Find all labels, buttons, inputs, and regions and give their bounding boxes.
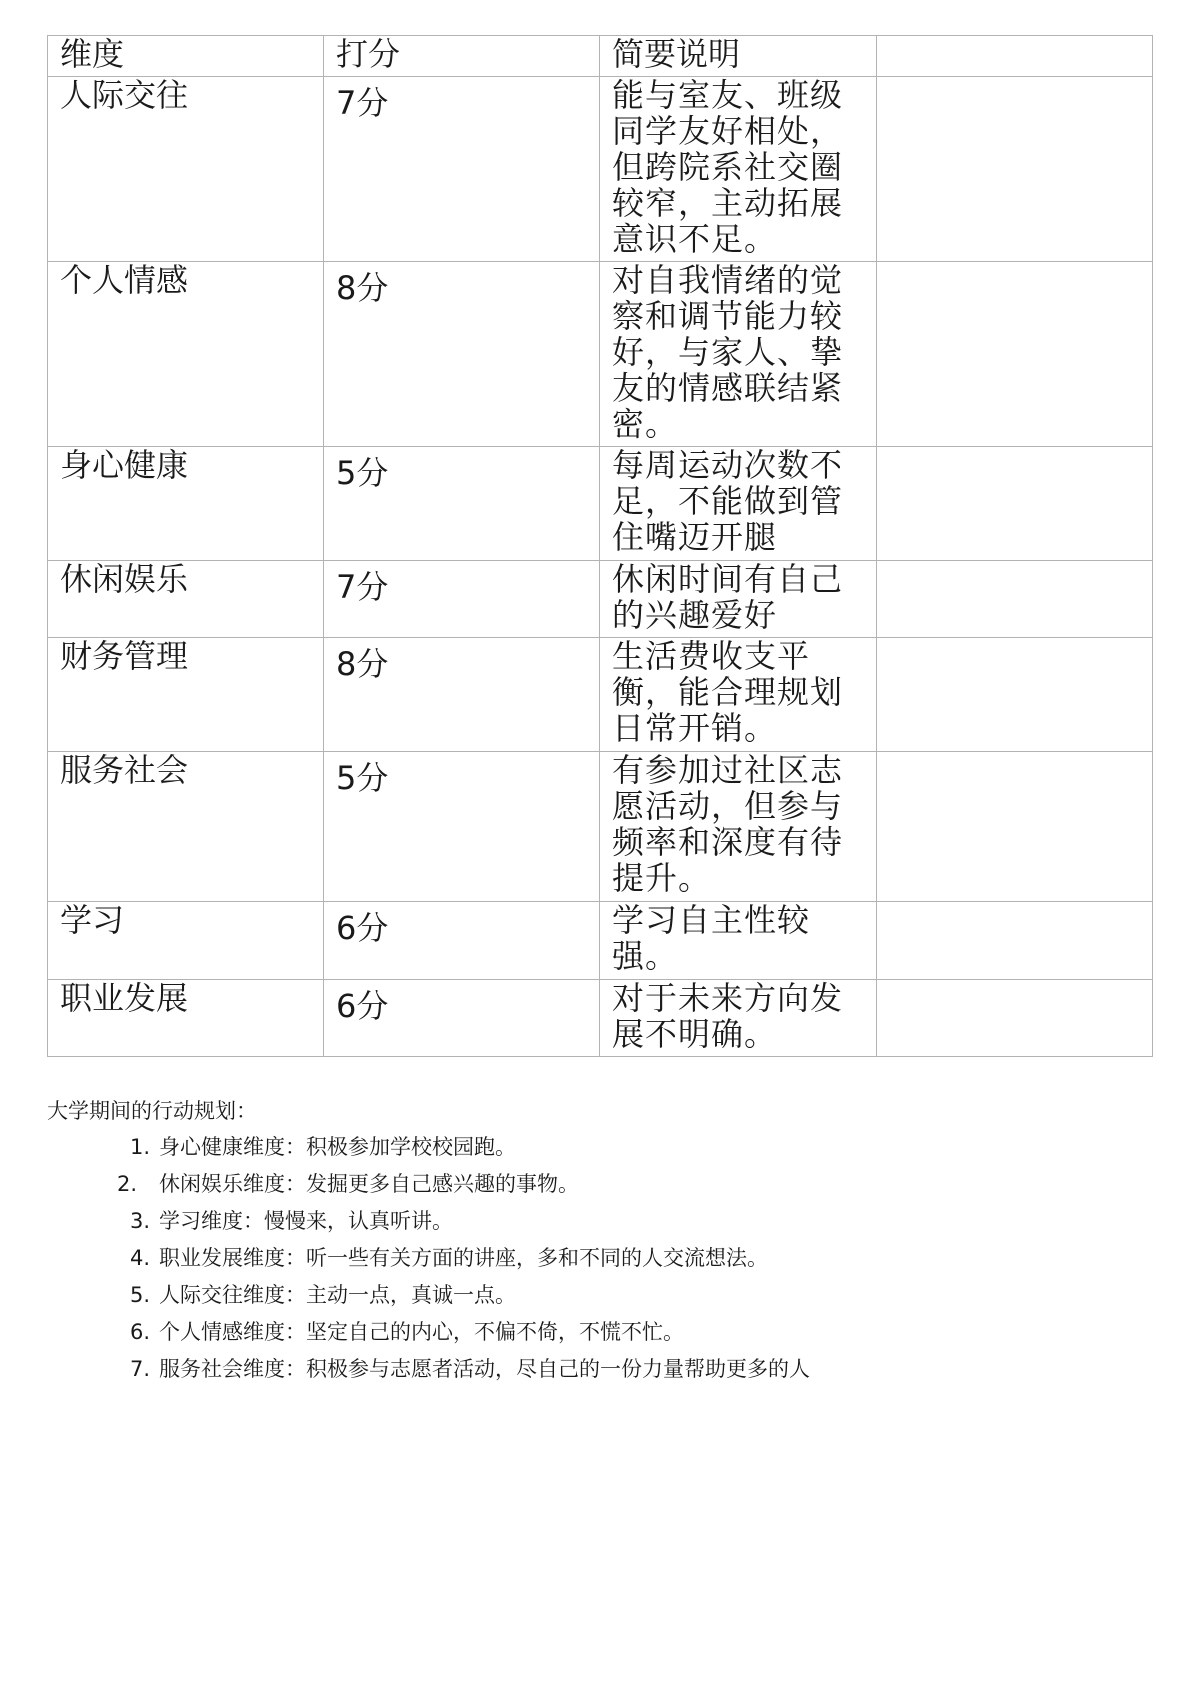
note-text: 每周运动次数不足，不能做到管住嘴迈开腿: [612, 446, 844, 556]
list-text: 个人情感维度：坚定自己的内心，不偏不倚，不慌不忙。: [159, 1320, 684, 1344]
header-note: 简要说明: [600, 36, 877, 77]
dimension-cell: 休闲娱乐: [48, 561, 324, 638]
list-text: 职业发展维度：听一些有关方面的讲座，多和不同的人交流想法。: [159, 1246, 768, 1270]
note-text: 有参加过社区志愿活动，但参与频率和深度有待提升。: [612, 751, 844, 897]
evaluation-table: [47, 35, 1153, 1057]
list-text: 身心健康维度：积极参加学校校园跑。: [159, 1135, 516, 1159]
header-dimension: 维度: [48, 36, 324, 77]
score-cell: 7分: [324, 561, 600, 638]
empty-cell: [877, 561, 1153, 638]
table-row: [48, 447, 1153, 561]
table-row: [48, 902, 1153, 980]
empty-cell: [877, 638, 1153, 752]
table-row: [48, 752, 1153, 902]
note-cell: [600, 902, 877, 980]
empty-cell: [877, 77, 1153, 262]
dimension-cell: 学习: [48, 902, 324, 980]
dimension-cell: 职业发展: [48, 980, 324, 1057]
note-cell: [600, 980, 877, 1057]
score-cell: 6分: [324, 902, 600, 980]
score-cell: 8分: [324, 638, 600, 752]
score-cell: 8分: [324, 262, 600, 447]
note-cell: [600, 752, 877, 902]
list-number: 4.: [129, 1246, 150, 1270]
dimension-cell: 财务管理: [48, 638, 324, 752]
list-number: 5.: [129, 1283, 150, 1307]
header-score: 打分: [324, 36, 600, 77]
note-cell: [600, 561, 877, 638]
list-number: 3.: [129, 1209, 150, 1233]
score-cell: 7分: [324, 77, 600, 262]
note-cell: [600, 447, 877, 561]
note-text: 对于未来方向发展不明确。: [612, 979, 844, 1053]
dimension-cell: 身心健康: [48, 447, 324, 561]
table-row: [48, 77, 1153, 262]
note-text: 休闲时间有自己的兴趣爱好: [612, 560, 844, 634]
list-number: 7.: [129, 1357, 150, 1381]
list-number: 2.: [116, 1172, 137, 1196]
header-empty: [877, 36, 1153, 77]
empty-cell: [877, 447, 1153, 561]
table-header-row: [48, 36, 1153, 77]
score-cell: 6分: [324, 980, 600, 1057]
note-text: 能与室友、班级同学友好相处，但跨院系社交圈较窄，主动拓展意识不足。: [612, 76, 844, 258]
list-number: 6.: [129, 1320, 150, 1344]
note-cell: [600, 77, 877, 262]
dimension-cell: 人际交往: [48, 77, 324, 262]
table-row: [48, 262, 1153, 447]
table-row: [48, 561, 1153, 638]
note-cell: [600, 638, 877, 752]
note-text: 生活费收支平衡，能合理规划日常开销。: [612, 637, 844, 747]
empty-cell: [877, 980, 1153, 1057]
list-text: 学习维度：慢慢来，认真听讲。: [159, 1209, 453, 1233]
dimension-cell: 服务社会: [48, 752, 324, 902]
empty-cell: [877, 902, 1153, 980]
empty-cell: [877, 262, 1153, 447]
list-number: 1.: [129, 1135, 150, 1159]
score-cell: 5分: [324, 752, 600, 902]
list-text: 人际交往维度：主动一点，真诚一点。: [159, 1283, 516, 1307]
score-cell: 5分: [324, 447, 600, 561]
note-text: 学习自主性较强。: [612, 901, 811, 975]
list-text: 服务社会维度：积极参与志愿者活动，尽自己的一份力量帮助更多的人: [159, 1357, 810, 1381]
note-cell: [600, 262, 877, 447]
table-row: [48, 638, 1153, 752]
dimension-cell: 个人情感: [48, 262, 324, 447]
note-text: 对自我情绪的觉察和调节能力较好，与家人、挚友的情感联结紧密。: [612, 261, 844, 443]
table-row: [48, 980, 1153, 1057]
empty-cell: [877, 752, 1153, 902]
list-text: 休闲娱乐维度：发掘更多自己感兴趣的事物。: [159, 1172, 579, 1196]
plan-title: 大学期间的行动规划：: [47, 1099, 257, 1123]
